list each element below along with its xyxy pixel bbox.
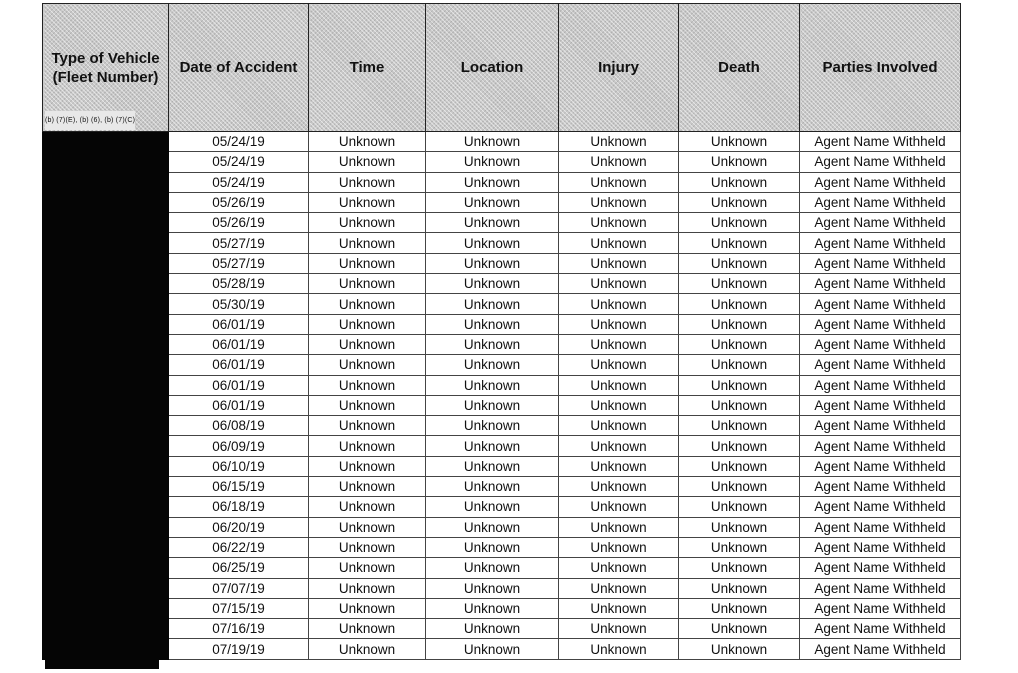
redacted-vehicle-cell [43, 537, 169, 557]
cell-time: Unknown [309, 233, 426, 253]
cell-parties: Agent Name Withheld [800, 334, 961, 354]
table-row [43, 213, 961, 233]
header-vehicle-label: Type of Vehicle (Fleet Number) [51, 49, 160, 86]
cell-injury: Unknown [559, 436, 679, 456]
cell-location: Unknown [426, 172, 559, 192]
cell-death: Unknown [679, 436, 800, 456]
cell-death: Unknown [679, 456, 800, 476]
cell-parties: Agent Name Withheld [800, 375, 961, 395]
cell-location: Unknown [426, 416, 559, 436]
cell-location: Unknown [426, 213, 559, 233]
cell-death: Unknown [679, 497, 800, 517]
cell-location: Unknown [426, 355, 559, 375]
table-row [43, 192, 961, 212]
cell-time: Unknown [309, 416, 426, 436]
cell-location: Unknown [426, 619, 559, 639]
cell-location: Unknown [426, 639, 559, 659]
redacted-vehicle-cell [43, 497, 169, 517]
header-date: Date of Accident [169, 4, 309, 132]
cell-time: Unknown [309, 537, 426, 557]
cell-injury: Unknown [559, 172, 679, 192]
cell-date: 07/07/19 [169, 578, 309, 598]
redacted-vehicle-cell [43, 436, 169, 456]
cell-injury: Unknown [559, 274, 679, 294]
cell-death: Unknown [679, 639, 800, 659]
cell-date: 06/10/19 [169, 456, 309, 476]
cell-parties: Agent Name Withheld [800, 639, 961, 659]
header-parties: Parties Involved [800, 4, 961, 132]
cell-injury: Unknown [559, 132, 679, 152]
table-row [43, 537, 961, 557]
cell-death: Unknown [679, 132, 800, 152]
cell-parties: Agent Name Withheld [800, 477, 961, 497]
cell-time: Unknown [309, 172, 426, 192]
cell-death: Unknown [679, 517, 800, 537]
table-row [43, 132, 961, 152]
cell-time: Unknown [309, 152, 426, 172]
cell-time: Unknown [309, 497, 426, 517]
cell-location: Unknown [426, 152, 559, 172]
table-row [43, 619, 961, 639]
cell-date: 05/24/19 [169, 132, 309, 152]
redacted-vehicle-cell [43, 598, 169, 618]
cell-parties: Agent Name Withheld [800, 355, 961, 375]
cell-parties: Agent Name Withheld [800, 274, 961, 294]
header-vehicle [43, 4, 169, 132]
redacted-vehicle-cell [43, 192, 169, 212]
redacted-vehicle-cell [43, 334, 169, 354]
table-row [43, 416, 961, 436]
cell-parties: Agent Name Withheld [800, 598, 961, 618]
cell-time: Unknown [309, 132, 426, 152]
redacted-vehicle-cell [43, 213, 169, 233]
header-death: Death [679, 4, 800, 132]
cell-date: 05/24/19 [169, 152, 309, 172]
cell-parties: Agent Name Withheld [800, 213, 961, 233]
cell-location: Unknown [426, 456, 559, 476]
cell-date: 06/25/19 [169, 558, 309, 578]
cell-death: Unknown [679, 172, 800, 192]
cell-injury: Unknown [559, 558, 679, 578]
table-row [43, 517, 961, 537]
cell-parties: Agent Name Withheld [800, 619, 961, 639]
cell-location: Unknown [426, 598, 559, 618]
cell-time: Unknown [309, 213, 426, 233]
cell-location: Unknown [426, 233, 559, 253]
cell-date: 05/30/19 [169, 294, 309, 314]
cell-death: Unknown [679, 152, 800, 172]
table-row [43, 497, 961, 517]
cell-parties: Agent Name Withheld [800, 172, 961, 192]
table-row [43, 456, 961, 476]
cell-date: 06/01/19 [169, 334, 309, 354]
cell-date: 06/01/19 [169, 375, 309, 395]
cell-parties: Agent Name Withheld [800, 456, 961, 476]
cell-location: Unknown [426, 497, 559, 517]
cell-date: 05/27/19 [169, 233, 309, 253]
table-row [43, 355, 961, 375]
cell-time: Unknown [309, 375, 426, 395]
cell-injury: Unknown [559, 395, 679, 415]
cell-location: Unknown [426, 375, 559, 395]
cell-time: Unknown [309, 619, 426, 639]
cell-time: Unknown [309, 334, 426, 354]
cell-date: 07/16/19 [169, 619, 309, 639]
redaction-block [45, 658, 159, 669]
cell-date: 05/26/19 [169, 192, 309, 212]
cell-death: Unknown [679, 274, 800, 294]
redacted-vehicle-cell [43, 558, 169, 578]
cell-location: Unknown [426, 253, 559, 273]
cell-injury: Unknown [559, 578, 679, 598]
cell-time: Unknown [309, 558, 426, 578]
cell-date: 06/09/19 [169, 436, 309, 456]
cell-death: Unknown [679, 375, 800, 395]
redacted-vehicle-cell [43, 416, 169, 436]
cell-parties: Agent Name Withheld [800, 497, 961, 517]
cell-death: Unknown [679, 477, 800, 497]
table-row [43, 294, 961, 314]
cell-death: Unknown [679, 355, 800, 375]
cell-death: Unknown [679, 213, 800, 233]
cell-time: Unknown [309, 598, 426, 618]
cell-injury: Unknown [559, 477, 679, 497]
table-row [43, 253, 961, 273]
cell-date: 05/28/19 [169, 274, 309, 294]
cell-location: Unknown [426, 477, 559, 497]
cell-date: 05/24/19 [169, 172, 309, 192]
table-row [43, 395, 961, 415]
cell-parties: Agent Name Withheld [800, 395, 961, 415]
table-row [43, 578, 961, 598]
cell-date: 06/08/19 [169, 416, 309, 436]
cell-injury: Unknown [559, 253, 679, 273]
cell-death: Unknown [679, 395, 800, 415]
cell-time: Unknown [309, 192, 426, 212]
cell-injury: Unknown [559, 192, 679, 212]
cell-injury: Unknown [559, 375, 679, 395]
cell-date: 05/26/19 [169, 213, 309, 233]
redaction-exemption-label: (b) (7)(E), (b) (6), (b) (7)(C) [45, 111, 135, 130]
cell-time: Unknown [309, 395, 426, 415]
cell-injury: Unknown [559, 355, 679, 375]
cell-location: Unknown [426, 537, 559, 557]
table-row [43, 375, 961, 395]
table-row [43, 477, 961, 497]
header-injury: Injury [559, 4, 679, 132]
redacted-vehicle-cell [43, 477, 169, 497]
cell-death: Unknown [679, 558, 800, 578]
cell-parties: Agent Name Withheld [800, 192, 961, 212]
cell-parties: Agent Name Withheld [800, 578, 961, 598]
cell-location: Unknown [426, 192, 559, 212]
table-row [43, 233, 961, 253]
redacted-vehicle-cell [43, 233, 169, 253]
table-row [43, 152, 961, 172]
cell-location: Unknown [426, 274, 559, 294]
table-row [43, 598, 961, 618]
header-location: Location [426, 4, 559, 132]
table-row [43, 314, 961, 334]
cell-parties: Agent Name Withheld [800, 436, 961, 456]
cell-location: Unknown [426, 578, 559, 598]
cell-death: Unknown [679, 619, 800, 639]
cell-death: Unknown [679, 578, 800, 598]
cell-injury: Unknown [559, 152, 679, 172]
table-header [43, 4, 961, 132]
cell-time: Unknown [309, 517, 426, 537]
cell-time: Unknown [309, 253, 426, 273]
accident-table [42, 3, 961, 660]
cell-death: Unknown [679, 598, 800, 618]
cell-death: Unknown [679, 253, 800, 273]
cell-death: Unknown [679, 537, 800, 557]
cell-location: Unknown [426, 294, 559, 314]
cell-death: Unknown [679, 192, 800, 212]
redacted-vehicle-cell [43, 274, 169, 294]
redacted-vehicle-cell [43, 395, 169, 415]
header-time: Time [309, 4, 426, 132]
cell-time: Unknown [309, 274, 426, 294]
cell-injury: Unknown [559, 314, 679, 334]
redacted-vehicle-cell [43, 375, 169, 395]
accident-table-sheet [42, 3, 960, 660]
cell-injury: Unknown [559, 213, 679, 233]
header-row [43, 4, 961, 132]
cell-injury: Unknown [559, 497, 679, 517]
cell-location: Unknown [426, 395, 559, 415]
cell-date: 06/22/19 [169, 537, 309, 557]
redacted-vehicle-cell [43, 253, 169, 273]
cell-time: Unknown [309, 294, 426, 314]
table-body [43, 132, 961, 660]
cell-injury: Unknown [559, 598, 679, 618]
cell-location: Unknown [426, 314, 559, 334]
cell-parties: Agent Name Withheld [800, 517, 961, 537]
cell-parties: Agent Name Withheld [800, 558, 961, 578]
cell-injury: Unknown [559, 294, 679, 314]
cell-injury: Unknown [559, 537, 679, 557]
redacted-vehicle-cell [43, 152, 169, 172]
cell-parties: Agent Name Withheld [800, 253, 961, 273]
cell-time: Unknown [309, 477, 426, 497]
cell-location: Unknown [426, 334, 559, 354]
cell-time: Unknown [309, 639, 426, 659]
cell-parties: Agent Name Withheld [800, 132, 961, 152]
cell-injury: Unknown [559, 619, 679, 639]
cell-death: Unknown [679, 294, 800, 314]
cell-date: 06/18/19 [169, 497, 309, 517]
cell-time: Unknown [309, 436, 426, 456]
redacted-vehicle-cell [43, 132, 169, 152]
cell-death: Unknown [679, 314, 800, 334]
redacted-vehicle-cell [43, 294, 169, 314]
cell-injury: Unknown [559, 456, 679, 476]
cell-injury: Unknown [559, 639, 679, 659]
redacted-vehicle-cell [43, 619, 169, 639]
cell-time: Unknown [309, 355, 426, 375]
redacted-vehicle-cell [43, 172, 169, 192]
cell-parties: Agent Name Withheld [800, 537, 961, 557]
table-row [43, 558, 961, 578]
cell-death: Unknown [679, 416, 800, 436]
cell-parties: Agent Name Withheld [800, 294, 961, 314]
cell-parties: Agent Name Withheld [800, 314, 961, 334]
table-row [43, 172, 961, 192]
cell-date: 06/15/19 [169, 477, 309, 497]
redacted-vehicle-cell [43, 456, 169, 476]
cell-parties: Agent Name Withheld [800, 152, 961, 172]
cell-injury: Unknown [559, 233, 679, 253]
cell-location: Unknown [426, 558, 559, 578]
redacted-vehicle-cell [43, 578, 169, 598]
cell-date: 06/01/19 [169, 395, 309, 415]
redacted-vehicle-cell [43, 314, 169, 334]
cell-date: 07/15/19 [169, 598, 309, 618]
redacted-vehicle-cell [43, 639, 169, 659]
table-row [43, 639, 961, 659]
cell-date: 06/01/19 [169, 355, 309, 375]
cell-injury: Unknown [559, 416, 679, 436]
cell-parties: Agent Name Withheld [800, 233, 961, 253]
cell-date: 06/20/19 [169, 517, 309, 537]
cell-time: Unknown [309, 456, 426, 476]
cell-date: 07/19/19 [169, 639, 309, 659]
cell-parties: Agent Name Withheld [800, 416, 961, 436]
cell-date: 05/27/19 [169, 253, 309, 273]
table-row [43, 436, 961, 456]
table-row [43, 334, 961, 354]
cell-injury: Unknown [559, 517, 679, 537]
redacted-vehicle-cell [43, 517, 169, 537]
cell-time: Unknown [309, 578, 426, 598]
cell-death: Unknown [679, 334, 800, 354]
cell-death: Unknown [679, 233, 800, 253]
cell-location: Unknown [426, 132, 559, 152]
cell-date: 06/01/19 [169, 314, 309, 334]
redacted-vehicle-cell [43, 355, 169, 375]
table-row [43, 274, 961, 294]
cell-location: Unknown [426, 517, 559, 537]
cell-time: Unknown [309, 314, 426, 334]
cell-location: Unknown [426, 436, 559, 456]
cell-injury: Unknown [559, 334, 679, 354]
